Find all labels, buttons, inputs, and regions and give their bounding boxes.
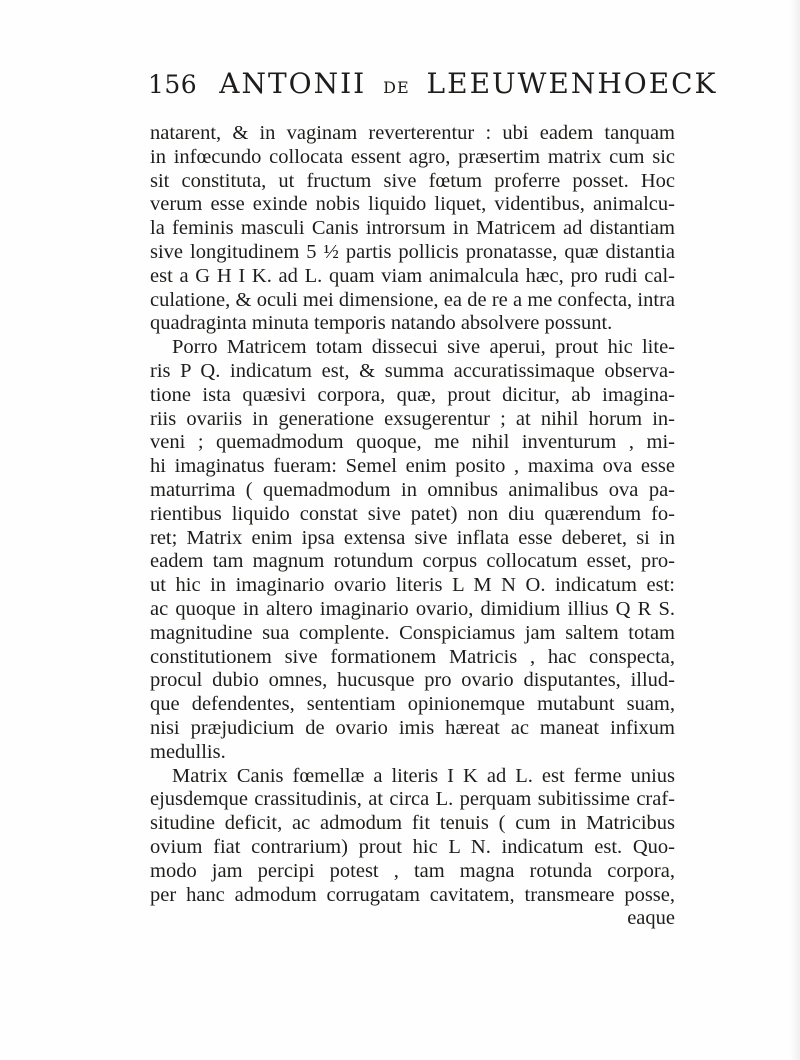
text-line-paragraph-start: Porro Matricem totam dissecui sive aperui, prout hic lite- [172, 336, 675, 359]
text-line: eadem tam magnum rotundum corpus collocatum esset, pro- [150, 550, 675, 573]
text-line: sit constituta, ut fructum sive fœtum proferre posset. Hoc [150, 169, 675, 192]
text-line: verum esse exinde nobis liquido liquet, videntibus, animalcu- [150, 193, 675, 216]
text-line: culatione, & oculi mei dimensione, ea de re a me confecta, intra [150, 288, 675, 311]
running-head-title [219, 67, 717, 100]
catchword: eaque [627, 907, 675, 930]
text-line: que defendentes, sententiam opinionemque mutabunt suam, [150, 693, 675, 716]
author-particle: DE [383, 78, 410, 97]
author-first-name: ANTONII [219, 67, 367, 100]
text-line: modo jam percipi potest , tam magna rotunda corpora, [150, 859, 675, 882]
page-edge-shadow [790, 0, 800, 1060]
text-line: est a G H I K. ad L. quam viam animalcula hæc, pro rudi cal- [150, 264, 675, 287]
text-line-paragraph-end: quadraginta minuta temporis natando absolvere possunt. [150, 312, 613, 335]
text-line: constitutionem sive formationem Matricis , hac conspecta, [150, 645, 675, 668]
text-line: ret; Matrix enim ipsa extensa sive inflata esse deberet, si in [150, 526, 675, 549]
text-line: tione ista quæsivi corpora, quæ, prout dicitur, ab imagina- [150, 383, 675, 406]
running-header [148, 67, 717, 111]
text-line: maturrima ( quemadmodum in omnibus animalibus ova pa- [150, 478, 675, 501]
text-line: hi imaginatus fueram: Semel enim posito , maxima ova esse [150, 455, 675, 478]
text-line: ovium fiat contrarium) prout hic L N. indicatum est. Quo- [150, 835, 675, 858]
text-line: riis ovariis in generatione exsugerentur ; at nihil horum in- [150, 407, 675, 430]
body-text [150, 122, 675, 931]
text-line: la feminis masculi Canis introrsum in Matricem ad distantiam [150, 217, 675, 240]
text-line: sive longitudinem 5 ½ partis pollicis pronatasse, quæ distantia [150, 240, 675, 263]
text-line-paragraph-end: medullis. [150, 740, 226, 763]
text-line: in infœcundo collocata essent agro, præsertim matrix cum sic [150, 145, 675, 168]
text-line: rientibus liquido constat sive patet) non diu quærendum fo- [150, 502, 675, 525]
page-number: 156 [148, 70, 198, 99]
text-line: procul dubio omnes, hucusque pro ovario disputantes, illud- [150, 669, 675, 692]
author-last-name: LEEUWENHOECK [426, 67, 718, 100]
text-line: nisi præjudicium de ovario imis hæreat ac maneat infixum [150, 716, 675, 739]
text-line: natarent, & in vaginam reverterentur : ubi eadem tanquam [150, 122, 675, 144]
text-line: ris P Q. indicatum est, & summa accuratissimaque observa- [150, 359, 675, 382]
text-line: ut hic in imaginario ovario literis L M N O. indicatum est: [150, 574, 675, 597]
text-line: veni ; quemadmodum quoque, me nihil inventurum , mi- [150, 431, 675, 454]
text-line: ejusdemque crassitudinis, at circa L. perquam subitissime craf- [150, 788, 675, 811]
text-line: per hanc admodum corrugatam cavitatem, transmeare posse, [150, 883, 675, 906]
text-line: situdine deficit, ac admodum fit tenuis ( cum in Matricibus [150, 812, 675, 835]
text-line-paragraph-start: Matrix Canis fœmellæ a literis I K ad L. est ferme unius [172, 764, 675, 787]
text-line: ac quoque in altero imaginario ovario, dimidium illius Q R S. [150, 597, 675, 620]
text-line: magnitudine sua complente. Conspiciamus jam saltem totam [150, 621, 675, 644]
